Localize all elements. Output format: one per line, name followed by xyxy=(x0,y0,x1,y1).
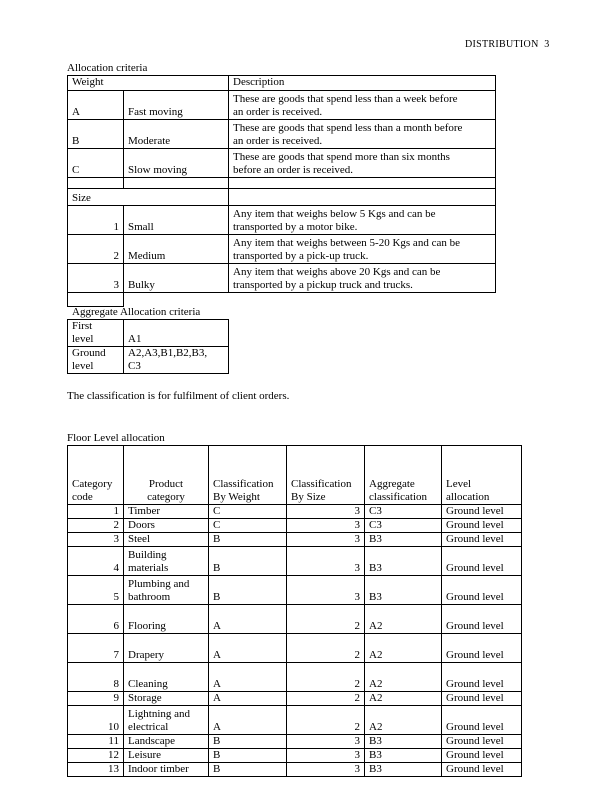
classification-size: 3 xyxy=(287,519,365,533)
product-category: Indoor timber xyxy=(124,763,209,777)
aggregate-classification: A2 xyxy=(365,605,442,634)
size-description: Any item that weighs between 5-20 Kgs and can be transported by a pick-up truck. xyxy=(229,235,496,264)
size-name: Small xyxy=(124,206,229,235)
classification-size: 3 xyxy=(287,547,365,576)
allocation-header-row xyxy=(68,76,496,91)
floor-table xyxy=(67,445,522,777)
level-allocation: Ground level xyxy=(442,519,522,533)
aggregate-level: Ground level xyxy=(68,347,124,374)
category-code: 5 xyxy=(68,576,124,605)
table-row xyxy=(68,505,522,519)
product-category: Lightning and electrical xyxy=(124,706,209,735)
category-code: 6 xyxy=(68,605,124,634)
aggregate-classification: B3 xyxy=(365,576,442,605)
table-row xyxy=(68,533,522,547)
classification-weight: A xyxy=(209,706,287,735)
classification-weight: A xyxy=(209,634,287,663)
table-row xyxy=(68,663,522,692)
size-row xyxy=(68,235,496,264)
classification-weight: C xyxy=(209,505,287,519)
weight-description: These are goods that spend less than a month before an order is received. xyxy=(229,120,496,149)
classification-size: 2 xyxy=(287,706,365,735)
header-classification-size: Classification By Size xyxy=(287,446,365,505)
aggregate-classification: B3 xyxy=(365,749,442,763)
classification-weight: A xyxy=(209,663,287,692)
aggregate-value: A1 xyxy=(124,320,229,347)
product-category: Leisure xyxy=(124,749,209,763)
category-code: 11 xyxy=(68,735,124,749)
classification-weight: B xyxy=(209,735,287,749)
weight-description: These are goods that spend more than six months before an order is received. xyxy=(229,149,496,178)
category-code: 7 xyxy=(68,634,124,663)
floor-body xyxy=(68,505,522,777)
weight-name: Fast moving xyxy=(124,91,229,120)
weight-code: C xyxy=(68,149,124,178)
classification-size: 3 xyxy=(287,576,365,605)
table-row xyxy=(68,519,522,533)
category-code: 12 xyxy=(68,749,124,763)
product-category: Steel xyxy=(124,533,209,547)
header-product-category: Product category xyxy=(124,446,209,505)
table-row xyxy=(68,706,522,735)
aggregate-level: First level xyxy=(68,320,124,347)
product-category: Doors xyxy=(124,519,209,533)
level-allocation: Ground level xyxy=(442,505,522,519)
level-allocation: Ground level xyxy=(442,763,522,777)
classification-size: 2 xyxy=(287,692,365,706)
level-allocation: Ground level xyxy=(442,749,522,763)
classification-weight: B xyxy=(209,749,287,763)
table-row xyxy=(68,749,522,763)
category-code: 4 xyxy=(68,547,124,576)
aggregate-row xyxy=(68,347,229,374)
level-allocation: Ground level xyxy=(442,663,522,692)
product-category: Drapery xyxy=(124,634,209,663)
classification-weight: B xyxy=(209,547,287,576)
level-allocation: Ground level xyxy=(442,605,522,634)
product-category: Building materials xyxy=(124,547,209,576)
category-code: 13 xyxy=(68,763,124,777)
level-allocation: Ground level xyxy=(442,735,522,749)
size-name: Bulky xyxy=(124,264,229,293)
table-row xyxy=(68,547,522,576)
page-number: 3 xyxy=(544,39,550,50)
level-allocation: Ground level xyxy=(442,547,522,576)
allocation-caption: Allocation criteria xyxy=(67,62,148,74)
classification-weight: A xyxy=(209,605,287,634)
classification-weight: B xyxy=(209,576,287,605)
category-code: 9 xyxy=(68,692,124,706)
table-row xyxy=(68,735,522,749)
spacer-row xyxy=(68,178,496,189)
weight-row xyxy=(68,91,496,120)
category-code: 8 xyxy=(68,663,124,692)
weight-row xyxy=(68,149,496,178)
weight-header: Weight xyxy=(68,76,229,91)
description-header: Description xyxy=(229,76,496,91)
size-description: Any item that weighs above 20 Kgs and can be transported by a pickup truck and trucks. xyxy=(229,264,496,293)
classification-size: 2 xyxy=(287,663,365,692)
product-category: Plumbing and bathroom xyxy=(124,576,209,605)
table-row xyxy=(68,763,522,777)
level-allocation: Ground level xyxy=(442,706,522,735)
header-level: Level allocation xyxy=(442,446,522,505)
table-row xyxy=(68,576,522,605)
weight-row xyxy=(68,120,496,149)
product-category: Timber xyxy=(124,505,209,519)
level-allocation: Ground level xyxy=(442,634,522,663)
aggregate-table xyxy=(67,319,229,374)
classification-weight: A xyxy=(209,692,287,706)
category-code: 3 xyxy=(68,533,124,547)
running-head xyxy=(465,38,550,51)
product-category: Flooring xyxy=(124,605,209,634)
level-allocation: Ground level xyxy=(442,692,522,706)
size-row xyxy=(68,206,496,235)
weight-code: B xyxy=(68,120,124,149)
table-row xyxy=(68,634,522,663)
product-category: Storage xyxy=(124,692,209,706)
aggregate-classification: B3 xyxy=(365,547,442,576)
weight-description: These are goods that spend less than a week before an order is received. xyxy=(229,91,496,120)
aggregate-classification: B3 xyxy=(365,735,442,749)
category-code: 10 xyxy=(68,706,124,735)
classification-weight: C xyxy=(209,519,287,533)
aggregate-classification: A2 xyxy=(365,706,442,735)
table-row xyxy=(68,605,522,634)
aggregate-classification: C3 xyxy=(365,505,442,519)
weight-code: A xyxy=(68,91,124,120)
header-classification-weight: Classification By Weight xyxy=(209,446,287,505)
table-row xyxy=(68,692,522,706)
aggregate-row xyxy=(68,320,229,347)
classification-note: The classification is for fulfilment of client orders. xyxy=(67,390,290,402)
floor-header-row xyxy=(68,446,522,505)
spacer-row xyxy=(68,293,496,307)
header-category-code: Category code xyxy=(68,446,124,505)
aggregate-value: A2,A3,B1,B2,B3, C3 xyxy=(124,347,229,374)
product-category: Cleaning xyxy=(124,663,209,692)
classification-size: 3 xyxy=(287,533,365,547)
size-label-row xyxy=(68,189,496,206)
aggregate-classification: A2 xyxy=(365,663,442,692)
size-label: Size xyxy=(68,189,229,206)
size-code: 1 xyxy=(68,206,124,235)
level-allocation: Ground level xyxy=(442,576,522,605)
classification-size: 2 xyxy=(287,605,365,634)
classification-size: 2 xyxy=(287,634,365,663)
aggregate-classification: A2 xyxy=(365,634,442,663)
level-allocation: Ground level xyxy=(442,533,522,547)
classification-size: 3 xyxy=(287,735,365,749)
weight-name: Slow moving xyxy=(124,149,229,178)
category-code: 1 xyxy=(68,505,124,519)
aggregate-caption: Aggregate Allocation criteria xyxy=(72,306,201,318)
classification-size: 3 xyxy=(287,505,365,519)
classification-size: 3 xyxy=(287,763,365,777)
classification-weight: B xyxy=(209,763,287,777)
product-category: Landscape xyxy=(124,735,209,749)
size-description: Any item that weighs below 5 Kgs and can be transported by a motor bike. xyxy=(229,206,496,235)
classification-size: 3 xyxy=(287,749,365,763)
floor-caption: Floor Level allocation xyxy=(67,432,165,444)
classification-weight: B xyxy=(209,533,287,547)
aggregate-classification: C3 xyxy=(365,519,442,533)
aggregate-classification: B3 xyxy=(365,533,442,547)
size-row xyxy=(68,264,496,293)
aggregate-classification: A2 xyxy=(365,692,442,706)
allocation-table xyxy=(67,75,496,307)
header-aggregate: Aggregate classification xyxy=(365,446,442,505)
weight-name: Moderate xyxy=(124,120,229,149)
size-code: 2 xyxy=(68,235,124,264)
aggregate-classification: B3 xyxy=(365,763,442,777)
category-code: 2 xyxy=(68,519,124,533)
running-head-title: DISTRIBUTION xyxy=(465,39,539,50)
size-name: Medium xyxy=(124,235,229,264)
size-code: 3 xyxy=(68,264,124,293)
